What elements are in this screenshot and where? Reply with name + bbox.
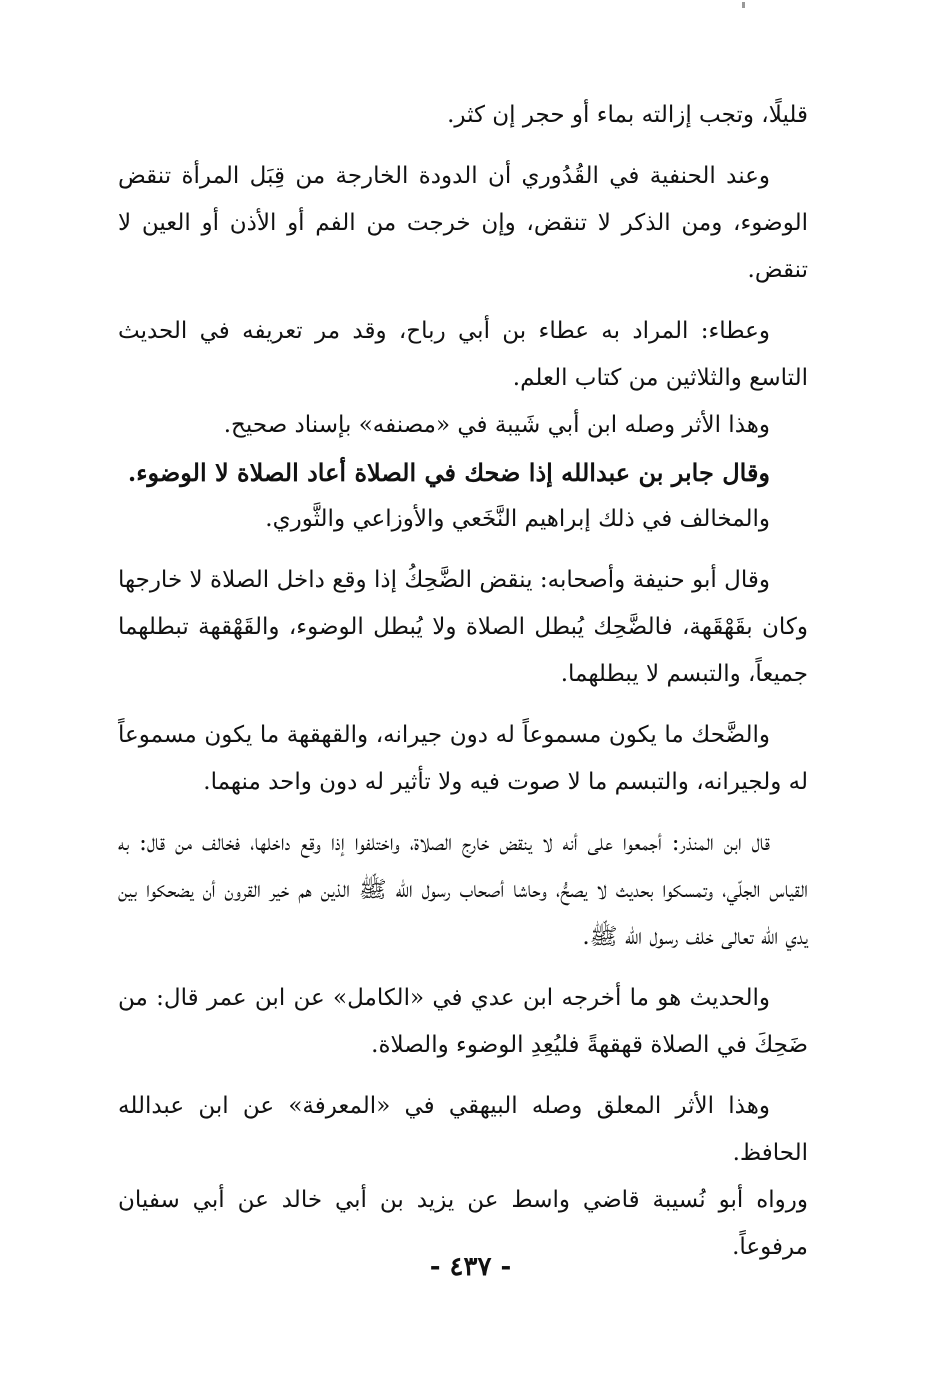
page-body [118,92,808,1271]
paragraph-ibn-al-mundhir: قال ابن المنذر: أجمعوا على أنه لا ينقض خارج الصلاة، واختلفوا إذا وقع داخلها، فخالف من قال: به القياس الجلّي، وتمسكوا بحديث لا يصحُّ، وحاشا أصحاب رسول الله ﷺ الذين هم خير القرون أن يضحكوا بين يدي الله تعالى خلف رسول الله ﷺ. [118,830,808,950]
paragraph-ata: وعطاء: المراد به عطاء بن أبي رباح، وقد مر تعريفه في الحديث التاسع والثلاثين من كتاب العلم. [118,318,808,391]
paragraph-bayhaqi: وهذا الأثر المعلق وصله البيهقي في «المعرفة» عن ابن عبدالله الحافظ. [118,1093,808,1166]
paragraph-hanafi-qudoori: وعند الحنفية في القُدُوري أن الدودة الخارجة من قِبَل المرأة تنقض الوضوء، ومن الذكر لا تنقض، وإن خرجت من الفم أو الأذن أو العين لا تنقض. [118,163,808,283]
paragraph-ibn-adi: والحديث هو ما أخرجه ابن عدي في «الكامل» عن ابن عمر قال: من ضَحِكَ في الصلاة قهقهةً فليُعِدِ الوضوء والصلاة. [118,985,808,1058]
scan-mark [742,2,745,8]
paragraph-opponents: والمخالف في ذلك إبراهيم النَّخَعي والأوزاعي والثَّوري. [265,506,770,532]
hadith-heading-jabir: وقال جابر بن عبدالله إذا ضحك في الصلاة أعاد الصلاة لا الوضوء. [127,458,770,487]
paragraph-continuation: قليلًا، وتجب إزالته بماء أو حجر إن كثر. [447,102,808,128]
page-number: - ٤٣٧ - [429,1252,512,1282]
paragraph-abu-hanifa: وقال أبو حنيفة وأصحابه: ينقض الضَّحِكُ إذا وقع داخل الصلاة لا خارجها وكان بقَهْقَهة، فالضَّحِك يُبطل الصلاة ولا يُبطل الوضوء، والقَهْقهة تبطلهما جميعاً، والتبسم لا يبطلهما. [118,567,808,687]
paragraph-ibn-abi-shayba: وهذا الأثر وصله ابن أبي شَيبة في «مصنفه» بإسناد صحيح. [223,412,770,438]
paragraph-definitions: والضَّحك ما يكون مسموعاً له دون جيرانه، والقهقهة ما يكون مسموعاً له ولجيرانه، والتبسم ما لا صوت فيه ولا تأثير له دون واحد منهما. [118,722,808,795]
paragraph-abu-nusayba: ورواه أبو نُسيبة قاضي واسط عن يزيد بن أبي خالد عن أبي سفيان مرفوعاً. [118,1187,808,1260]
